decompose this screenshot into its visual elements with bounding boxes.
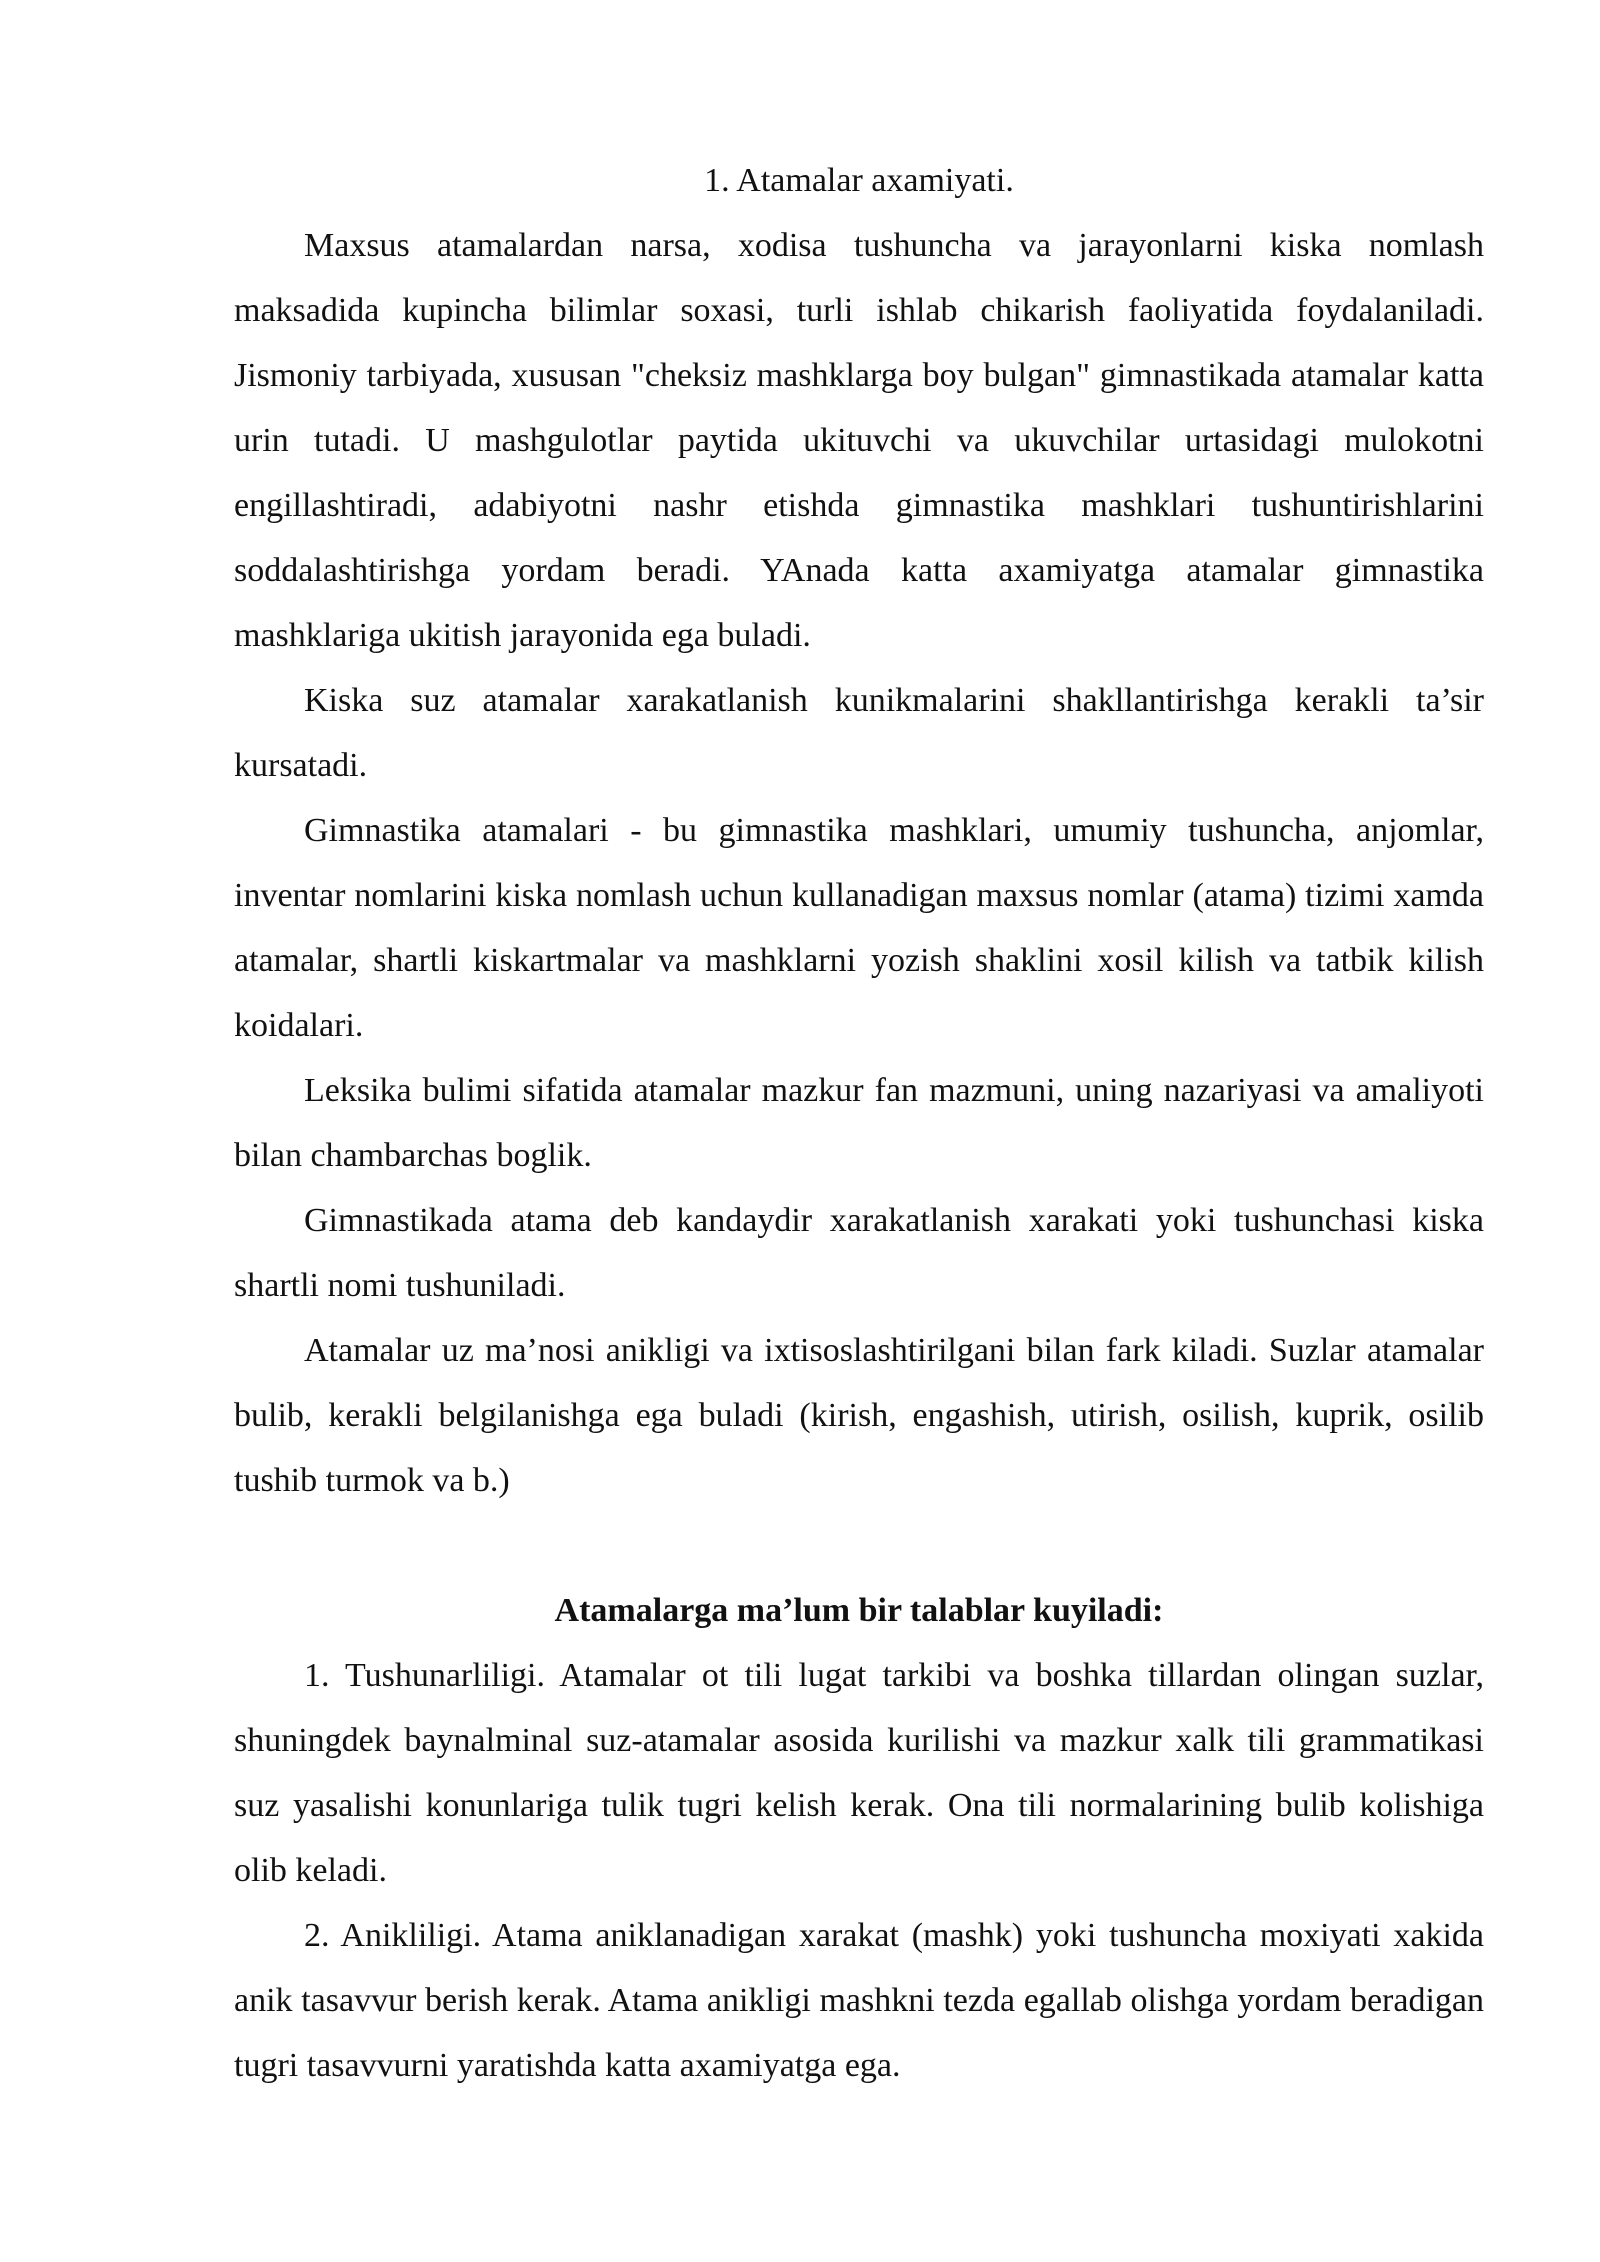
- document-body: [234, 148, 1484, 2098]
- paragraph: Maxsus atamalardan narsa, xodisa tushuncha va jarayonlarni kiska nomlash maksadida kupincha bilimlar soxasi, turli ishlab chikarish faoliyatida foydalaniladi. Jismoniy tarbiyada, xususan "cheksiz mashklarga boy bulgan" gimnastikada atamalar katta urin tutadi. U mashgulotlar paytida ukituvchi va ukuvchilar urtasidagi mulokotni engillashtiradi, adabiyotni nashr etishda gimnastika mashklari tushuntirishlarini soddalashtirishga yordam beradi. YAnada katta axamiyatga atamalar gimnastika mashklariga ukitish jarayonida ega buladi.: [234, 227, 1484, 654]
- paragraph: Leksika bulimi sifatida atamalar mazkur fan mazmuni, uning nazariyasi va amaliyoti bilan chambarchas boglik.: [234, 1072, 1484, 1174]
- paragraph: Gimnastikada atama deb kandaydir xarakatlanish xarakati yoki tushunchasi kiska shartli nomi tushuniladi.: [234, 1202, 1484, 1304]
- spacer: [234, 1513, 1484, 1578]
- paragraph: Atamalar uz ma’nosi anikligi va ixtisoslashtirilgani bilan fark kiladi. Suzlar atamalar bulib, kerakli belgilanishga ega buladi (kirish, engashish, utirish, osilish, kuprik, osilib tushib turmok va b.): [234, 1332, 1484, 1499]
- paragraph: Gimnastika atamalari - bu gimnastika mashklari, umumiy tushuncha, anjomlar, inventar nomlarini kiska nomlash uchun kullanadigan maxsus nomlar (atama) tizimi xamda atamalar, shartli kiskartmalar va mashklarni yozish shaklini xosil kilish va tatbik kilish koidalari.: [234, 812, 1484, 1044]
- requirement-item: 2. Anikliligi. Atama aniklanadigan xarakat (mashk) yoki tushuncha moxiyati xakida anik tasavvur berish kerak. Atama anikligi mashkni tezda egallab olishga yordam beradigan tugri tasavvurni yaratishda katta axamiyatga ega.: [234, 1917, 1484, 2084]
- section-heading: 1. Atamalar axamiyati.: [704, 162, 1014, 199]
- paragraph: Kiska suz atamalar xarakatlanish kunikmalarini shakllantirishga kerakli ta’sir kursatadi.: [234, 682, 1484, 784]
- requirements-heading: Atamalarga ma’lum bir talablar kuyiladi:: [554, 1592, 1164, 1629]
- requirement-item: 1. Tushunarliligi. Atamalar ot tili lugat tarkibi va boshka tillardan olingan suzlar, shuningdek baynalminal suz-atamalar asosida kurilishi va mazkur xalk tili grammatikasi suz yasalishi konunlariga tulik tugri kelish kerak. Ona tili normalarining bulib kolishiga olib keladi.: [234, 1657, 1484, 1889]
